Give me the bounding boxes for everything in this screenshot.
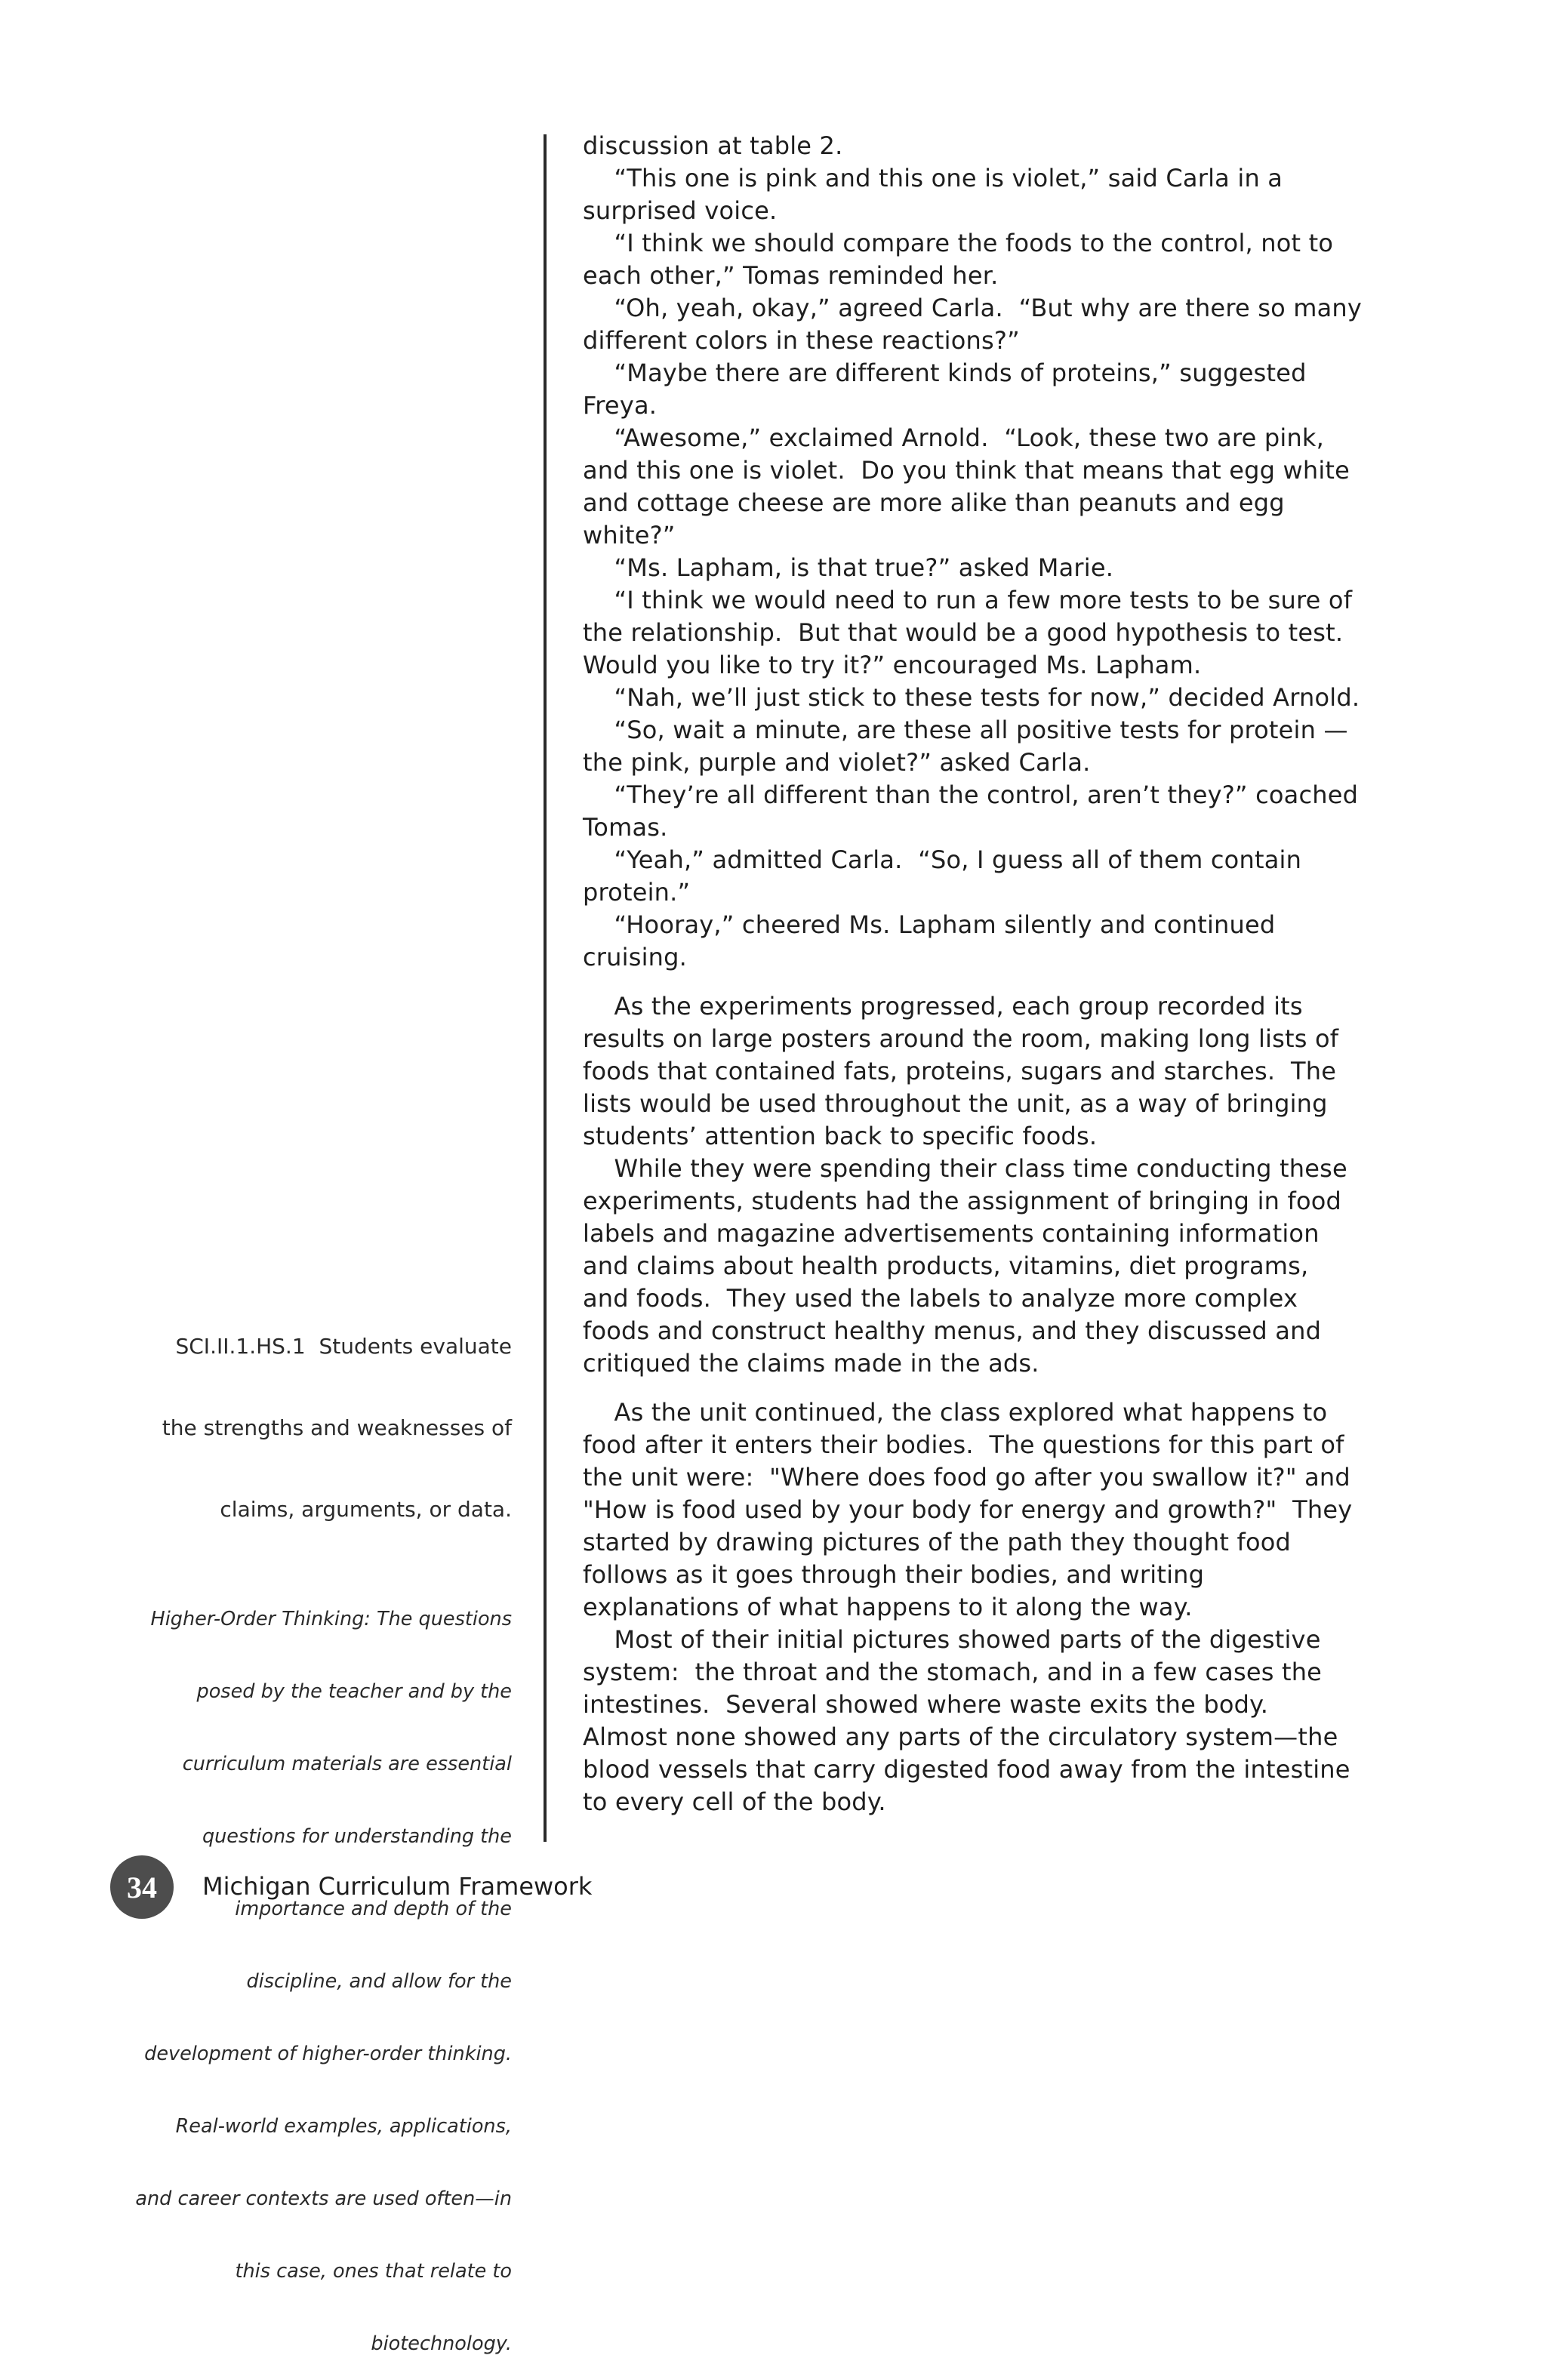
higher-order-thinking-note <box>135 1559 512 2380</box>
text-line: white?” <box>583 521 676 550</box>
text-line: system: the throat and the stomach, and in a few cases the <box>583 1658 1323 1686</box>
note-line: and career contexts are used often—in <box>135 2188 512 2210</box>
note-line: development of higher-order thinking. <box>144 2043 512 2065</box>
text-line: explanations of what happens to it along the way. <box>583 1593 1193 1621</box>
text-line: “I think we would need to run a few more tests to be sure of <box>583 586 1353 614</box>
text-line: Tomas. <box>583 813 668 842</box>
text-line: and cottage cheese are more alike than peanuts and egg <box>583 488 1285 517</box>
note-line: discipline, and allow for the <box>246 1970 512 1993</box>
text-line: “I think we should compare the foods to the control, not to <box>583 229 1334 257</box>
note-line: this case, ones that relate to <box>235 2260 512 2283</box>
dialogue-block <box>583 130 1368 974</box>
text-line: “Ms. Lapham, is that true?” asked Marie. <box>583 553 1114 582</box>
text-line: food after it enters their bodies. The questions for this part of <box>583 1430 1344 1459</box>
note-line: Higher-Order Thinking: The questions <box>150 1608 512 1630</box>
text-line: started by drawing pictures of the path they thought food <box>583 1528 1292 1556</box>
text-line: “Yeah,” admitted Carla. “So, I guess all of them contain <box>583 845 1302 874</box>
note-line: the strengths and weaknesses of <box>162 1415 512 1440</box>
text-line: “Maybe there are different kinds of proteins,” suggested <box>583 359 1307 387</box>
text-line: and foods. They used the labels to analyze more complex <box>583 1284 1298 1313</box>
text-line: Almost none showed any parts of the circulatory system—the <box>583 1723 1338 1751</box>
page-number-badge <box>110 1855 174 1919</box>
text-line: labels and magazine advertisements containing information <box>583 1219 1320 1248</box>
footer-title: Michigan Curriculum Framework <box>202 1872 593 1901</box>
note-line: importance and depth of the <box>235 1898 512 1920</box>
page-number: 34 <box>127 1870 157 1904</box>
text-line: Freya. <box>583 391 658 420</box>
experiments-paragraph-block <box>583 990 1368 1380</box>
text-line: each other,” Tomas reminded her. <box>583 261 999 290</box>
text-line: discussion at table 2. <box>583 131 843 160</box>
text-line: the pink, purple and violet?” asked Carla. <box>583 748 1091 777</box>
digestion-paragraph-block <box>583 1396 1368 1818</box>
standard-margin-note <box>162 1279 512 1550</box>
text-line: intestines. Several showed where waste exits the body. <box>583 1690 1269 1719</box>
text-line: students’ attention back to specific foods. <box>583 1122 1098 1150</box>
text-line: the unit were: "Where does food go after you swallow it?" and <box>583 1463 1350 1492</box>
note-line: curriculum materials are essential <box>182 1753 512 1775</box>
note-line: biotechnology. <box>371 2332 512 2355</box>
text-line: cruising. <box>583 943 688 971</box>
text-line: lists would be used throughout the unit, as a way of bringing <box>583 1089 1328 1118</box>
note-line: Real-world examples, applications, <box>175 2115 512 2138</box>
text-line: surprised voice. <box>583 196 778 225</box>
text-line: Most of their initial pictures showed parts of the digestive <box>583 1625 1321 1654</box>
text-line: foods that contained fats, proteins, sugars and starches. The <box>583 1057 1337 1085</box>
text-line: “Oh, yeah, okay,” agreed Carla. “But why are there so many <box>583 294 1363 322</box>
text-line: "How is food used by your body for energy and growth?" They <box>583 1495 1353 1524</box>
text-line: and this one is violet. Do you think that means that egg white <box>583 456 1350 485</box>
column-divider <box>544 134 547 1842</box>
text-line: follows as it goes through their bodies, and writing <box>583 1560 1205 1589</box>
text-line: “Hooray,” cheered Ms. Lapham silently and continued <box>583 910 1276 939</box>
text-line: As the unit continued, the class explored what happens to <box>583 1398 1328 1427</box>
text-line: “Nah, we’ll just stick to these tests for now,” decided Arnold. <box>583 683 1360 712</box>
text-line: While they were spending their class time conducting these <box>583 1154 1347 1183</box>
text-line: experiments, students had the assignment of bringing in food <box>583 1187 1342 1215</box>
text-line: the relationship. But that would be a good hypothesis to test. <box>583 618 1344 647</box>
text-line: blood vessels that carry digested food away from the intestine <box>583 1755 1350 1784</box>
text-line: “Awesome,” exclaimed Arnold. “Look, these two are pink, <box>583 423 1325 452</box>
text-line: foods and construct healthy menus, and they discussed and <box>583 1316 1322 1345</box>
text-line: protein.” <box>583 878 691 907</box>
note-line: claims, arguments, or data. <box>220 1497 512 1522</box>
text-line: “They’re all different than the control, aren’t they?” coached <box>583 781 1359 809</box>
note-line: questions for understanding the <box>202 1825 512 1848</box>
note-line: posed by the teacher and by the <box>196 1680 512 1703</box>
text-line: and claims about health products, vitamins, diet programs, <box>583 1252 1309 1280</box>
text-line: critiqued the claims made in the ads. <box>583 1349 1039 1378</box>
main-text-column <box>583 130 1368 1818</box>
text-line: “This one is pink and this one is violet,” said Carla in a <box>583 164 1283 192</box>
text-line: results on large posters around the room, making long lists of <box>583 1024 1339 1053</box>
text-line: “So, wait a minute, are these all positive tests for protein — <box>583 716 1348 744</box>
text-line: different colors in these reactions?” <box>583 326 1020 355</box>
note-line: SCI.II.1.HS.1 Students evaluate <box>175 1334 512 1359</box>
text-line: As the experiments progressed, each group recorded its <box>583 992 1303 1021</box>
text-line: Would you like to try it?” encouraged Ms. Lapham. <box>583 651 1202 679</box>
text-line: to every cell of the body. <box>583 1787 886 1816</box>
